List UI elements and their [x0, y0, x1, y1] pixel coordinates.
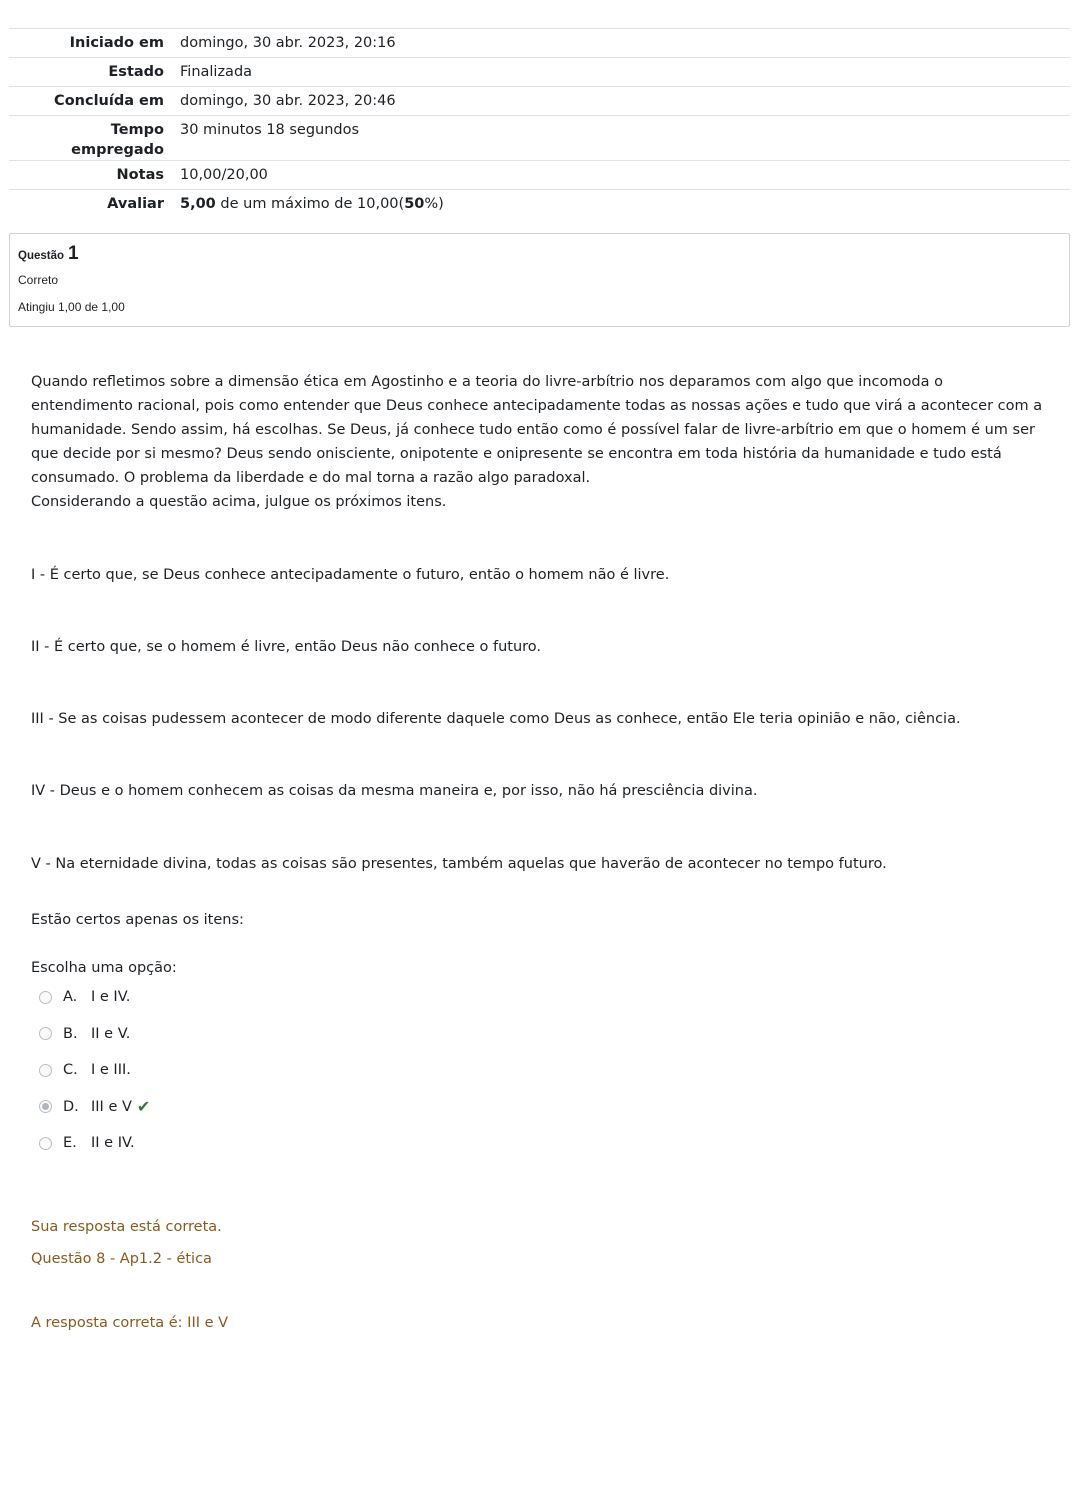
- option-a[interactable]: [39, 985, 150, 1009]
- started-value: domingo, 30 abr. 2023, 20:16: [172, 29, 1070, 58]
- summary-row-time: [9, 116, 1070, 161]
- option-c-letter: C.: [63, 1062, 78, 1078]
- radio-d-selected[interactable]: [39, 1100, 52, 1113]
- option-b[interactable]: [39, 1022, 150, 1046]
- question-grade: Atingiu 1,00 de 1,00: [18, 300, 125, 314]
- question-prompt: Estão certos apenas os itens:: [31, 912, 244, 928]
- grade-label: Avaliar: [9, 190, 172, 219]
- answer-options: [39, 985, 150, 1168]
- summary-row-marks: [9, 161, 1070, 190]
- radio-a[interactable]: [39, 991, 52, 1004]
- option-d[interactable]: [39, 1095, 150, 1119]
- option-d-letter: D.: [63, 1098, 79, 1115]
- option-a-text: I e IV.: [91, 989, 131, 1005]
- statement-item-5: V - Na eternidade divina, todas as coisas são presentes, também aquelas que haverão de acontecer no tempo futuro.: [31, 856, 887, 872]
- completed-value: domingo, 30 abr. 2023, 20:46: [172, 87, 1070, 116]
- grade-score: 5,00: [180, 196, 216, 212]
- state-value: Finalizada: [172, 58, 1070, 87]
- time-label-line2: empregado: [71, 142, 164, 158]
- question-label: Questão: [18, 250, 65, 262]
- summary-row-state: [9, 58, 1070, 87]
- radio-c[interactable]: [39, 1064, 52, 1077]
- option-e-letter: E.: [63, 1135, 77, 1151]
- question-state: Correto: [18, 273, 59, 287]
- time-label: [9, 116, 172, 161]
- option-e[interactable]: [39, 1131, 150, 1155]
- grade-value: [172, 190, 1070, 219]
- option-b-letter: B.: [63, 1025, 78, 1042]
- option-a-letter: A.: [63, 989, 78, 1005]
- statement-item-2: II - É certo que, se o homem é livre, então Deus não conhece o futuro.: [31, 639, 542, 655]
- grade-percent: 50: [404, 196, 425, 212]
- question-paragraph: Quando refletimos sobre a dimensão ética em Agostinho e a teoria do livre-arbítrio nos deparamos com algo que incomoda o entendimento racional, pois como entender que Deus conhece antecipadamente todas as nossas ações e tudo que virá a acontecer com a humanidade. Sendo assim, há escolhas. Se Deus, já conhece tudo então como é possível falar de livre-arbítrio em que o homem é um ser que decide por si mesmo? Deus sendo onisciente, onipotente e onipresente se encontra em toda história da humanidade e tudo está consumado. O problema da liberdade e do mal torna a razão algo paradoxal.: [31, 374, 1043, 486]
- time-label-line1: Tempo: [110, 122, 164, 138]
- question-text: [31, 370, 1046, 514]
- option-d-text: III e V: [91, 1098, 132, 1115]
- radio-e[interactable]: [39, 1137, 52, 1150]
- question-instruction: Considerando a questão acima, julgue os próximos itens.: [31, 494, 447, 510]
- marks-value: 10,00/20,00: [172, 161, 1070, 190]
- option-c-text: I e III.: [91, 1062, 131, 1078]
- grade-middle: de um máximo de 10,00(: [215, 196, 405, 212]
- summary-row-started: [9, 29, 1070, 58]
- statement-item-4: IV - Deus e o homem conhecem as coisas da mesma maneira e, por isso, não há presciência divina.: [31, 783, 758, 799]
- summary-row-grade: [9, 190, 1070, 219]
- statement-item-1: I - É certo que, se Deus conhece antecipadamente o futuro, então o homem não é livre.: [31, 567, 670, 583]
- feedback-result: Sua resposta está correta.: [31, 1219, 222, 1235]
- state-label: Estado: [9, 58, 172, 87]
- question-info-box: [9, 233, 1070, 327]
- question-number: [18, 243, 1061, 265]
- question-number-value: 1: [68, 243, 79, 264]
- statement-item-3: III - Se as coisas pudessem acontecer de modo diferente daquele como Deus as conhece, então Ele teria opinião e não, ciência.: [31, 711, 961, 727]
- feedback-correct-answer: A resposta correta é: III e V: [31, 1315, 229, 1331]
- marks-label: Notas: [9, 161, 172, 190]
- time-value: 30 minutos 18 segundos: [172, 116, 1070, 161]
- option-c[interactable]: [39, 1058, 150, 1082]
- choose-option-label: Escolha uma opção:: [31, 960, 177, 976]
- option-e-text: II e IV.: [91, 1135, 135, 1151]
- quiz-summary-table: [9, 28, 1070, 218]
- radio-b[interactable]: [39, 1027, 52, 1040]
- completed-label: Concluída em: [9, 87, 172, 116]
- check-icon: ✔: [136, 1096, 151, 1116]
- option-b-text: II e V.: [91, 1025, 131, 1042]
- summary-row-completed: [9, 87, 1070, 116]
- grade-end: %): [424, 196, 444, 212]
- started-label: Iniciado em: [9, 29, 172, 58]
- feedback-reference: Questão 8 - Ap1.2 - ética: [31, 1251, 212, 1267]
